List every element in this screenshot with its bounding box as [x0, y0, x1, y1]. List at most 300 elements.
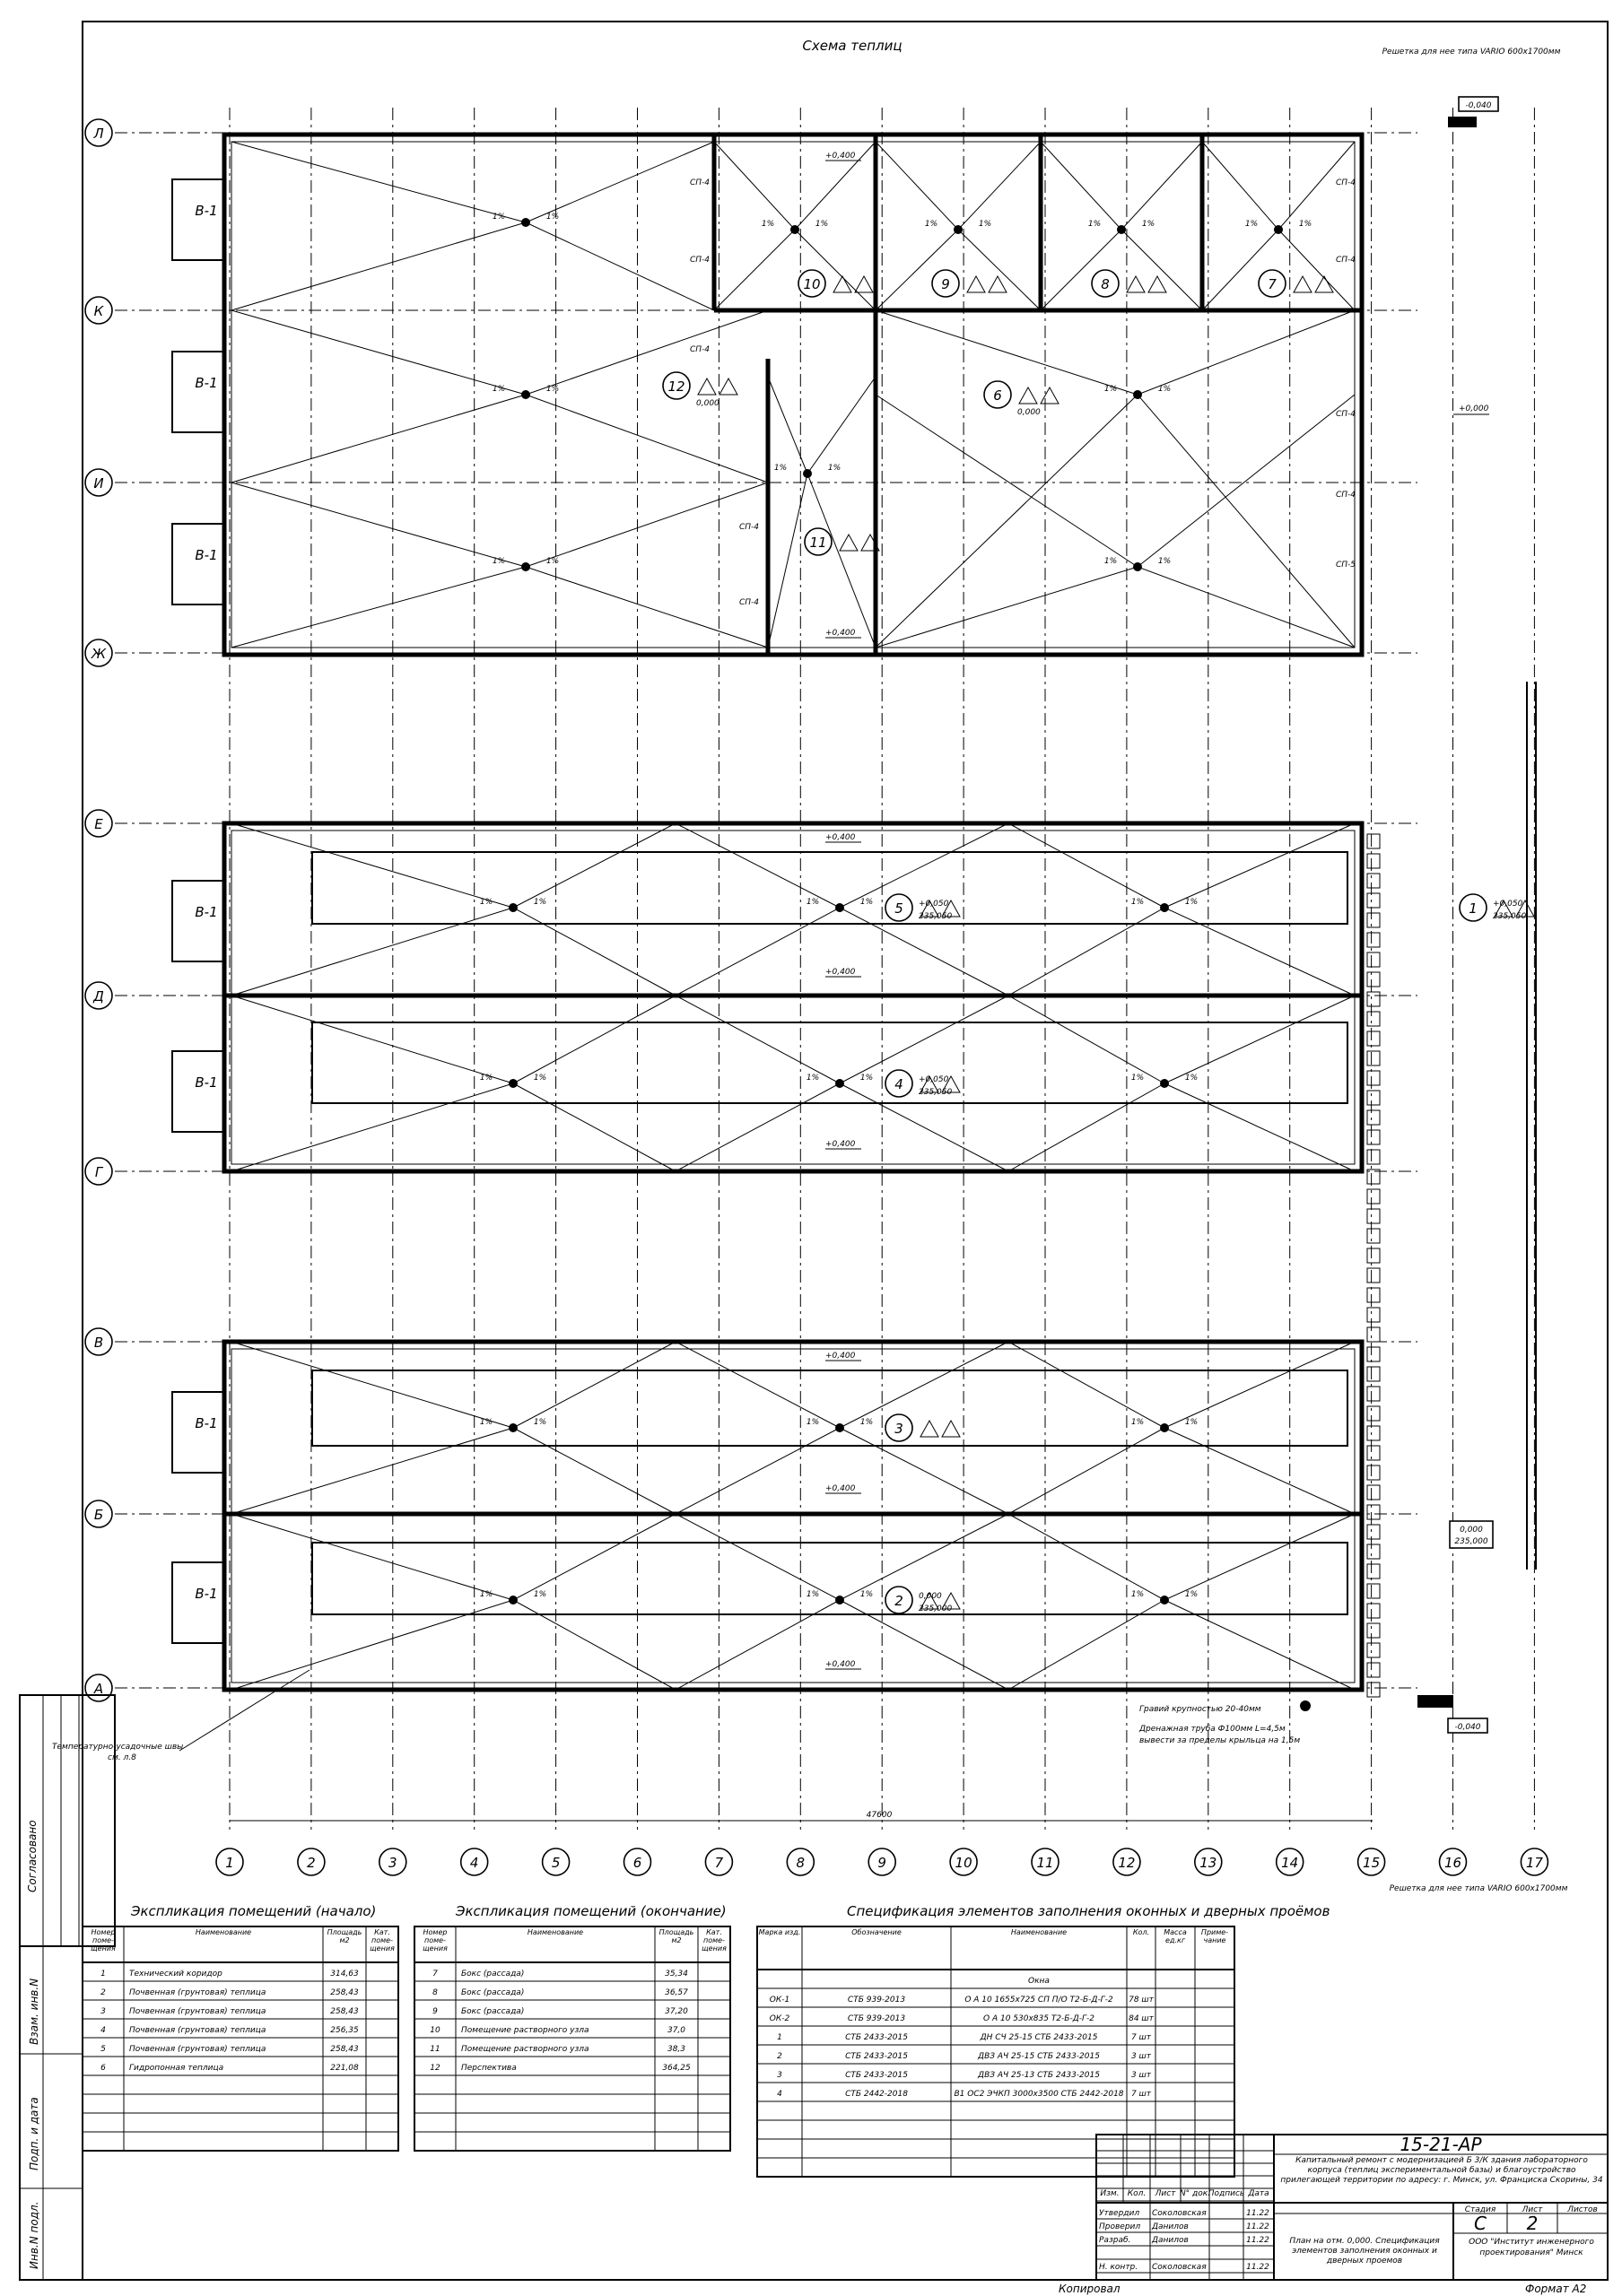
revision-triangle: [920, 1421, 938, 1437]
slope-line: [1041, 142, 1121, 230]
slope-label: 1%: [773, 464, 788, 473]
expl_end-header-cell: [415, 1928, 455, 1961]
slope-label: 1%: [859, 898, 874, 907]
corridor-level: [1450, 404, 1536, 1570]
slope-label: 1%: [545, 557, 560, 566]
slope-label: 1%: [545, 385, 560, 394]
axis-label-col: 2: [307, 1855, 316, 1871]
expl_end-cell: Помещение растворного узла: [461, 2045, 589, 2054]
entrance-vestibule: [172, 352, 224, 432]
expl_start-cell: Почвенная (грунтовая) теплица: [129, 2045, 266, 2054]
slope-line: [840, 1428, 1008, 1514]
expl_start-cell: Почвенная (грунтовая) теплица: [129, 2026, 266, 2035]
axis-label-col: 9: [877, 1855, 886, 1871]
expl_end-cell: Перспектива: [461, 2064, 517, 2073]
expl_end-header-text: Кат. поме-щения: [702, 1928, 727, 1952]
axis-label-col: 13: [1199, 1855, 1217, 1871]
roof-drain: [509, 903, 518, 912]
slope-line: [1008, 908, 1164, 996]
revision-triangle: [1294, 276, 1312, 292]
slope-label: 1%: [1157, 385, 1172, 394]
drain2-text: вывести за пределы крыльца на 1,5м: [1139, 1736, 1301, 1745]
stamp-project-fo: [1279, 2156, 1604, 2201]
expl_start-cell: 258,43: [330, 2007, 359, 2016]
stamp-stage-label: Стадия: [1464, 2205, 1496, 2214]
slope-line: [768, 377, 807, 474]
stamp-header-cell: Лист: [1155, 2189, 1176, 2198]
axis-label-col: 14: [1281, 1855, 1299, 1871]
roof-drain: [790, 225, 799, 234]
axis-label-col: 3: [388, 1855, 397, 1871]
top-grate-note: [1382, 48, 1561, 127]
expl_start-cell: 6: [100, 2064, 106, 2073]
drain-text: Дренажная труба Ф100мм L=4,5м: [1139, 1725, 1286, 1734]
sp-label: СП-4: [689, 178, 711, 187]
expl_start-header-cell: [367, 1928, 397, 1961]
slope-line: [714, 230, 795, 310]
revision-triangle: [840, 535, 858, 551]
corridor-window: [1367, 1525, 1380, 1539]
slope-label: 1%: [479, 1074, 493, 1083]
spec-header-cell: [803, 1928, 950, 1968]
grate-top-block: [1448, 117, 1477, 127]
roof-drain: [803, 469, 812, 478]
spec-cell: ОК-2: [769, 2014, 790, 2023]
expl_start-cell: 2: [100, 1988, 106, 1997]
axis-label-col: 10: [955, 1855, 972, 1871]
corridor-window: [1367, 1031, 1380, 1046]
slope-label: 1%: [533, 1590, 547, 1599]
level-mark: +0,400: [825, 833, 856, 842]
spec-cell: 3 шт: [1130, 2052, 1152, 2061]
slope-line: [714, 142, 795, 230]
spec-header-text: Марка изд.: [758, 1928, 801, 1936]
slope-line: [513, 1514, 676, 1600]
slope-label: 1%: [806, 898, 820, 907]
roof-drain: [509, 1079, 518, 1088]
expl_end-cell: 8: [432, 1988, 438, 1997]
corridor-window: [1367, 854, 1380, 868]
spec-cell: 1: [777, 2033, 782, 2042]
slope-line: [1138, 395, 1355, 648]
stamp-header-cell: Изм.: [1100, 2189, 1120, 2198]
slope-line: [676, 996, 840, 1083]
slope-line: [231, 1083, 513, 1171]
slope-line: [1008, 996, 1164, 1083]
slope-label: 1%: [978, 220, 992, 229]
axis-label-row: К: [93, 303, 104, 319]
stamp-person-date: 11.22: [1246, 2263, 1269, 2272]
slope-label: 1%: [1103, 557, 1118, 566]
spec-title: Спецификация элементов заполнения оконных и дверных проёмов: [847, 1903, 1330, 1919]
slope-label: 1%: [859, 1418, 874, 1427]
slope-label: 1%: [479, 1418, 493, 1427]
axis-label-col: 8: [796, 1855, 806, 1871]
corridor-window: [1367, 1485, 1380, 1500]
corridor-window: [1367, 1683, 1380, 1697]
axis-label-col: 7: [714, 1855, 724, 1871]
corridor-window: [1367, 874, 1380, 888]
slope-line: [1138, 567, 1355, 648]
slope-line: [513, 1428, 676, 1514]
slope-label: 1%: [1244, 220, 1259, 229]
planting-bed: [312, 1370, 1347, 1446]
axis-label-col: 16: [1443, 1855, 1462, 1871]
room-level: +0,050: [1493, 900, 1523, 909]
expl_start-cell: 4: [100, 2026, 106, 2035]
level-mark: +0,400: [825, 1660, 856, 1669]
spec-cell: СТБ 2433-2015: [845, 2033, 908, 2042]
room-level-abs: 235,050: [919, 912, 953, 921]
slope-label: 1%: [806, 1418, 820, 1427]
building-walls: [172, 135, 1380, 1697]
corridor-window: [1367, 1544, 1380, 1559]
room-level-abs: 235,050: [919, 1088, 953, 1097]
roof-drain: [1117, 225, 1126, 234]
expl_end-header-cell: [457, 1928, 654, 1961]
slope-line: [676, 1342, 840, 1428]
expl_end-cell: 38,3: [667, 2045, 686, 2054]
slope-line: [231, 395, 526, 483]
level-neg-text-bottom: -0,040: [1454, 1723, 1481, 1732]
expl_end-cell: 35,34: [665, 1970, 688, 1979]
spec-header-text: Приме-чание: [1200, 1928, 1229, 1944]
level-mark: +0,400: [825, 1140, 856, 1149]
room-level: 0,000: [696, 399, 719, 408]
corridor-window: [1367, 1663, 1380, 1677]
axis-label-col: 15: [1363, 1855, 1381, 1871]
expl_end-cell: 10: [430, 2026, 440, 2035]
axis-label-row: И: [93, 475, 104, 491]
spec-cell: О А 10 1655х725 СП П/О Т2-Б-Д-Г-2: [964, 1996, 1113, 2005]
stamp-stage: С: [1474, 2213, 1487, 2234]
slope-label: 1%: [492, 213, 506, 222]
expl_end-cell: 12: [430, 2064, 440, 2073]
corridor-window: [1367, 1643, 1380, 1657]
room-level: +0,050: [919, 1075, 949, 1084]
grate-top-text: Решетка для нее типа VARIO 600х1700мм: [1382, 48, 1561, 57]
corridor-window: [1367, 1229, 1380, 1243]
stamp-header-cell: Кол.: [1127, 2189, 1147, 2198]
slope-line: [876, 567, 1138, 648]
corridor-window: [1367, 1584, 1380, 1598]
spec-cell: ДВЗ АЧ 25-15 СТБ 2433-2015: [978, 2052, 1100, 2061]
axis-label-col: 6: [632, 1855, 642, 1871]
corridor-window: [1367, 972, 1380, 987]
slope-line: [958, 230, 1041, 310]
roof-drain: [1133, 562, 1142, 571]
stamp-code: 15-21-АР: [1400, 2134, 1482, 2155]
roof-drain: [521, 218, 530, 227]
stamp-person-name: Соколовская: [1152, 2209, 1207, 2218]
roof-drain: [1160, 1079, 1169, 1088]
expl_start-header-cell: [324, 1928, 365, 1961]
room-number: 6: [993, 387, 1002, 404]
slope-line: [231, 996, 513, 1083]
expl_start-header-text: Площадь м2: [327, 1928, 362, 1944]
stamp-person-date: 11.22: [1246, 2236, 1269, 2245]
expl_start-header-text: Кат. поме-щения: [370, 1928, 395, 1952]
expl_start-cell: 221,08: [330, 2064, 359, 2073]
revision-triangle: [1148, 276, 1166, 292]
expl_start-title: Экспликация помещений (начало): [131, 1903, 377, 1919]
stamp-person-role: Проверил: [1099, 2222, 1141, 2231]
corridor-window: [1367, 834, 1380, 848]
expl_end-cell: 37,0: [667, 2026, 686, 2035]
slope-line: [676, 1083, 840, 1171]
axis-label-row: Е: [94, 816, 103, 832]
expl_end-title: Экспликация помещений (окончание): [456, 1903, 727, 1919]
slope-label: 1%: [1130, 898, 1145, 907]
corridor-window: [1367, 1071, 1380, 1085]
slope-line: [876, 395, 1138, 648]
vestibule-label: В-1: [195, 1415, 218, 1431]
sp-label: СП-4: [1335, 491, 1356, 500]
entrance-vestibule: [172, 179, 224, 260]
slope-line: [231, 908, 513, 996]
corridor-window: [1367, 1091, 1380, 1105]
right-level-a: 0,000: [1460, 1526, 1483, 1535]
spec-cell: О А 10 530х835 Т2-Б-Д-Г-2: [983, 2014, 1094, 2023]
stamp-sheet-label: Лист: [1522, 2205, 1543, 2214]
corridor-window: [1367, 1327, 1380, 1342]
corridor-window: [1367, 1406, 1380, 1421]
slope-line: [807, 377, 876, 474]
stamp-header-cell: Дата: [1248, 2189, 1269, 2198]
slope-line: [231, 310, 526, 395]
corridor-window: [1367, 1150, 1380, 1164]
slope-line: [840, 1342, 1008, 1428]
stamp-person-date: 11.22: [1246, 2222, 1269, 2231]
entrance-vestibule: [172, 881, 224, 961]
slope-label: 1%: [827, 464, 842, 473]
room-number: 1: [1469, 900, 1478, 917]
corridor-window: [1367, 933, 1380, 947]
corridor-window: [1367, 1367, 1380, 1381]
slope-label: 1%: [1130, 1590, 1145, 1599]
sp-label: СП-4: [1335, 178, 1356, 187]
revision-triangle: [698, 378, 716, 395]
spec-cell: СТБ 939-2013: [847, 1996, 906, 2005]
total-dimension: [230, 1811, 1373, 1821]
slope-label: 1%: [1184, 1590, 1199, 1599]
corridor-window: [1367, 1248, 1380, 1263]
slope-line: [231, 1514, 513, 1600]
slope-label: 1%: [1103, 385, 1118, 394]
level-neg-text-top: -0,040: [1465, 101, 1492, 110]
slope-line: [1164, 1342, 1355, 1428]
roof-drain: [1160, 1423, 1169, 1432]
room-level: 0,000: [919, 1592, 942, 1601]
spec-cell: 3: [777, 2071, 782, 2080]
entrance-vestibule: [172, 1562, 224, 1643]
corridor-window: [1367, 1189, 1380, 1204]
vestibule-label: В-1: [195, 547, 218, 563]
axis-label-row: Л: [93, 126, 104, 142]
corridor-window: [1367, 1604, 1380, 1618]
spec-cell: В1 ОС2 ЭЧКП 3000х3500 СТБ 2442-2018: [954, 2090, 1124, 2099]
slope-line: [526, 567, 768, 648]
expl_end-cell: 37,20: [665, 2007, 688, 2016]
slope-line: [526, 395, 768, 483]
tables: [83, 1903, 1330, 2177]
vestibule-label: В-1: [195, 1586, 218, 1602]
slope-line: [526, 222, 714, 310]
stamp-org-fo: [1457, 2237, 1606, 2278]
slope-line: [526, 310, 768, 395]
drawing-title: Схема теплиц: [802, 38, 903, 54]
expl_start-header-cell: [125, 1928, 322, 1961]
slope-label: 1%: [859, 1590, 874, 1599]
spec-cell: 2: [777, 2052, 782, 2061]
roof-drain: [835, 1079, 844, 1088]
level-mark: +0,400: [825, 968, 856, 977]
slope-line: [231, 1342, 513, 1428]
slope-line: [513, 823, 676, 908]
revision-triangle: [1041, 387, 1059, 404]
stamp-person-role: Разраб.: [1099, 2236, 1131, 2245]
roof-drain: [835, 903, 844, 912]
grid-axes: [85, 108, 1548, 1875]
slope-line: [876, 310, 1138, 395]
corridor-window: [1367, 913, 1380, 927]
greenhouse-inner-line: [231, 142, 1355, 648]
room-number: 12: [667, 378, 685, 395]
level-mark: +0,400: [825, 152, 856, 161]
roof-drain: [954, 225, 963, 234]
expl_end-header-cell: [699, 1928, 729, 1961]
stamp-person-role: Утвердил: [1099, 2209, 1140, 2218]
slope-line: [1164, 996, 1355, 1083]
vestibule-label: В-1: [195, 203, 218, 219]
spec-cell: СТБ 2433-2015: [845, 2052, 908, 2061]
slope-line: [1164, 1083, 1355, 1171]
slope-line: [676, 908, 840, 996]
axis-label-row: Г: [94, 1164, 103, 1180]
spec-header-cell: [952, 1928, 1126, 1968]
slope-line: [840, 1514, 1008, 1600]
roof-slope-lines: [231, 142, 1355, 1690]
grate-bottom-block: [1417, 1695, 1453, 1708]
corridor-window: [1367, 1465, 1380, 1480]
expl_start-cell: 1: [100, 1970, 106, 1979]
slope-line: [876, 395, 1138, 567]
slope-label: 1%: [1141, 220, 1155, 229]
corridor-window: [1367, 1623, 1380, 1638]
slope-label: 1%: [859, 1074, 874, 1083]
slope-line: [1121, 142, 1202, 230]
room-level: +0,050: [919, 900, 949, 909]
spec-header-cell: [1156, 1928, 1194, 1968]
expl_start-cell: 258,43: [330, 1988, 359, 1997]
title-block: [1096, 2134, 1608, 2280]
entrance-vestibule: [172, 1051, 224, 1132]
roof-drain: [835, 1596, 844, 1605]
spec-cell: 78 шт: [1129, 1996, 1154, 2005]
axis-label-row: Д: [93, 988, 104, 1004]
format-text: Формат А2: [1525, 2283, 1587, 2295]
slope-line: [840, 996, 1008, 1083]
corridor-window: [1367, 1505, 1380, 1519]
expl_start-cell: 3: [100, 2007, 106, 2016]
expl_end-cell: Бокс (рассада): [461, 1988, 525, 1997]
corridor-window: [1367, 1288, 1380, 1302]
expl_end-cell: 36,57: [665, 1988, 688, 1997]
stamp-header-cell: N° док.: [1179, 2189, 1211, 2198]
slope-label: 1%: [806, 1590, 820, 1599]
roof-drain: [521, 390, 530, 399]
room-number: 9: [941, 276, 950, 292]
slope-line: [1008, 1514, 1164, 1600]
spec-cell: 4: [777, 2090, 782, 2099]
roof-drain: [1274, 225, 1283, 234]
level-mark: +0,400: [825, 629, 856, 638]
level-mark: +0,400: [825, 1484, 856, 1493]
corridor-window: [1367, 893, 1380, 908]
slope-line: [840, 823, 1008, 908]
stamp-sheets-label: Листов: [1567, 2205, 1598, 2214]
expl_end-header-text: Наименование: [527, 1928, 584, 1936]
slope-line: [1121, 230, 1202, 310]
slope-line: [231, 222, 526, 310]
level-mark: +0,400: [825, 1352, 856, 1361]
slope-line: [876, 142, 958, 230]
slope-line: [795, 230, 876, 310]
revision-triangle: [1019, 387, 1037, 404]
spec-cell: 3 шт: [1130, 2071, 1152, 2080]
corridor-window: [1367, 1564, 1380, 1578]
slope-line: [513, 1083, 676, 1171]
slope-line: [768, 474, 807, 648]
spec-header-text: Обозначение: [851, 1928, 902, 1936]
spec-cell: ДН СЧ 25-15 СТБ 2433-2015: [980, 2033, 1098, 2042]
stamp-org: ООО "Институт инженерного проектирования" Минск: [1469, 2238, 1594, 2257]
slope-line: [676, 823, 840, 908]
room-level-abs: 235,000: [919, 1605, 953, 1613]
slope-line: [231, 823, 513, 908]
drawing-annotations: [663, 152, 1534, 1669]
slope-label: 1%: [492, 385, 506, 394]
slope-label: 1%: [806, 1074, 820, 1083]
slope-line: [676, 1428, 840, 1514]
stamp-person-name: Соколовская: [1152, 2263, 1207, 2272]
spec-cell: СТБ 2433-2015: [845, 2071, 908, 2080]
slope-label: 1%: [1184, 1418, 1199, 1427]
slope-line: [1008, 1428, 1164, 1514]
expl_end-cell: 7: [432, 1970, 438, 1979]
expl_start-cell: 5: [100, 2045, 106, 2054]
planting-bed: [312, 1543, 1347, 1614]
stamp-person-name: Данилов: [1152, 2222, 1189, 2231]
revision-triangle: [719, 378, 737, 395]
roof-drain: [1160, 1596, 1169, 1605]
slope-line: [1202, 230, 1278, 310]
axis-label-row: Б: [93, 1507, 104, 1523]
room-number: 4: [894, 1076, 903, 1092]
spec-cell: Окна: [1028, 1977, 1050, 1986]
expl_end-header-text: Площадь м2: [658, 1928, 694, 1944]
corridor-window: [1367, 1347, 1380, 1361]
roof-drain: [509, 1596, 518, 1605]
spec-cell: 84 шт: [1129, 2014, 1154, 2023]
grate-bottom-text: Решетка для нее типа VARIO 600х1700мм: [1389, 1884, 1568, 1893]
axis-label-col: 17: [1525, 1855, 1543, 1871]
slope-line: [526, 142, 714, 222]
expl_end-cell: 11: [430, 2045, 440, 2054]
corridor-window: [1367, 1387, 1380, 1401]
sp-label: СП-4: [738, 598, 760, 607]
stamp-header-cell: Подпись: [1208, 2189, 1245, 2198]
